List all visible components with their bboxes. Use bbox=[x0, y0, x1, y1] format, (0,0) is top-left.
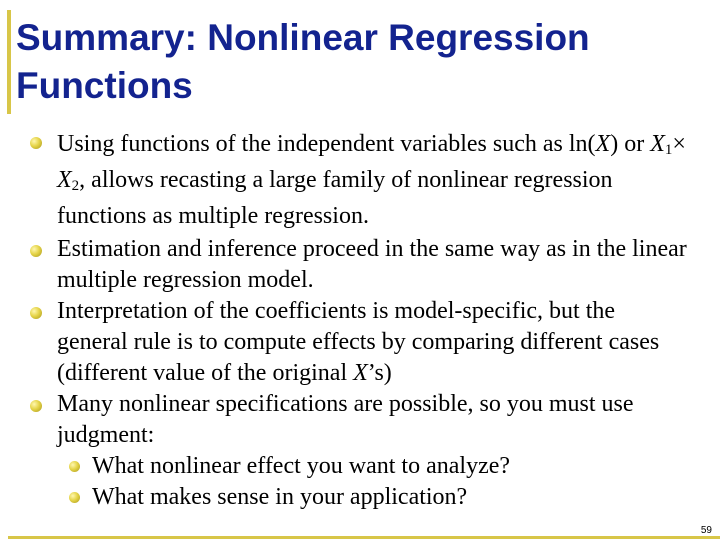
bullet-1-sub-1: 1 bbox=[664, 142, 673, 158]
title-line-2: Functions bbox=[16, 65, 193, 106]
bullet-1-var-x: X bbox=[595, 131, 611, 157]
bullet-icon bbox=[30, 137, 42, 149]
bullet-3-var-x: X bbox=[353, 360, 368, 386]
bullet-item-3 bbox=[30, 296, 690, 389]
footer-accent-line bbox=[8, 536, 720, 539]
sub-bullet-item-1 bbox=[30, 451, 690, 482]
bullet-list bbox=[30, 126, 690, 513]
bullet-icon bbox=[30, 400, 42, 412]
bullet-icon bbox=[30, 245, 42, 257]
bullet-3-text-b: ’s) bbox=[367, 360, 392, 386]
bullet-1-text-a: Using functions of the independent variables such as ln( bbox=[57, 131, 596, 157]
slide-title bbox=[16, 14, 706, 110]
bullet-item-4 bbox=[30, 389, 690, 451]
sub-bullet-item-2 bbox=[30, 482, 690, 513]
bullet-1-sub-2: 2 bbox=[71, 178, 80, 194]
page-number: 59 bbox=[700, 525, 712, 536]
bullet-4-text: Many nonlinear specifications are possible, so you must use judgment: bbox=[57, 391, 634, 448]
bullet-1-times: × bbox=[672, 131, 686, 157]
bullet-1-var-x2: X bbox=[57, 167, 72, 193]
bullet-1-var-x1: X bbox=[650, 131, 665, 157]
title-line-1: Summary: Nonlinear Regression bbox=[16, 17, 590, 58]
title-accent-bar bbox=[7, 10, 11, 114]
bullet-1-text-c: , allows recasting a large family of nonlinear regression functions as multiple regression. bbox=[57, 167, 613, 229]
sub-bullet-icon bbox=[69, 461, 80, 472]
bullet-item-1 bbox=[30, 126, 690, 234]
bullet-2-text: Estimation and inference proceed in the same way as in the linear multiple regression model. bbox=[57, 236, 687, 293]
bullet-icon bbox=[30, 307, 42, 319]
sub-bullet-icon bbox=[69, 492, 80, 503]
sub-bullet-2-text: What makes sense in your application? bbox=[92, 484, 468, 510]
bullet-item-2 bbox=[30, 234, 690, 296]
bullet-3-text-a: Interpretation of the coefficients is model-specific, but the general rule is to compute effects by comparing different cases (different value of the original bbox=[57, 298, 660, 386]
bullet-1-text-b: ) or bbox=[610, 131, 651, 157]
sub-bullet-1-text: What nonlinear effect you want to analyze? bbox=[92, 453, 511, 479]
